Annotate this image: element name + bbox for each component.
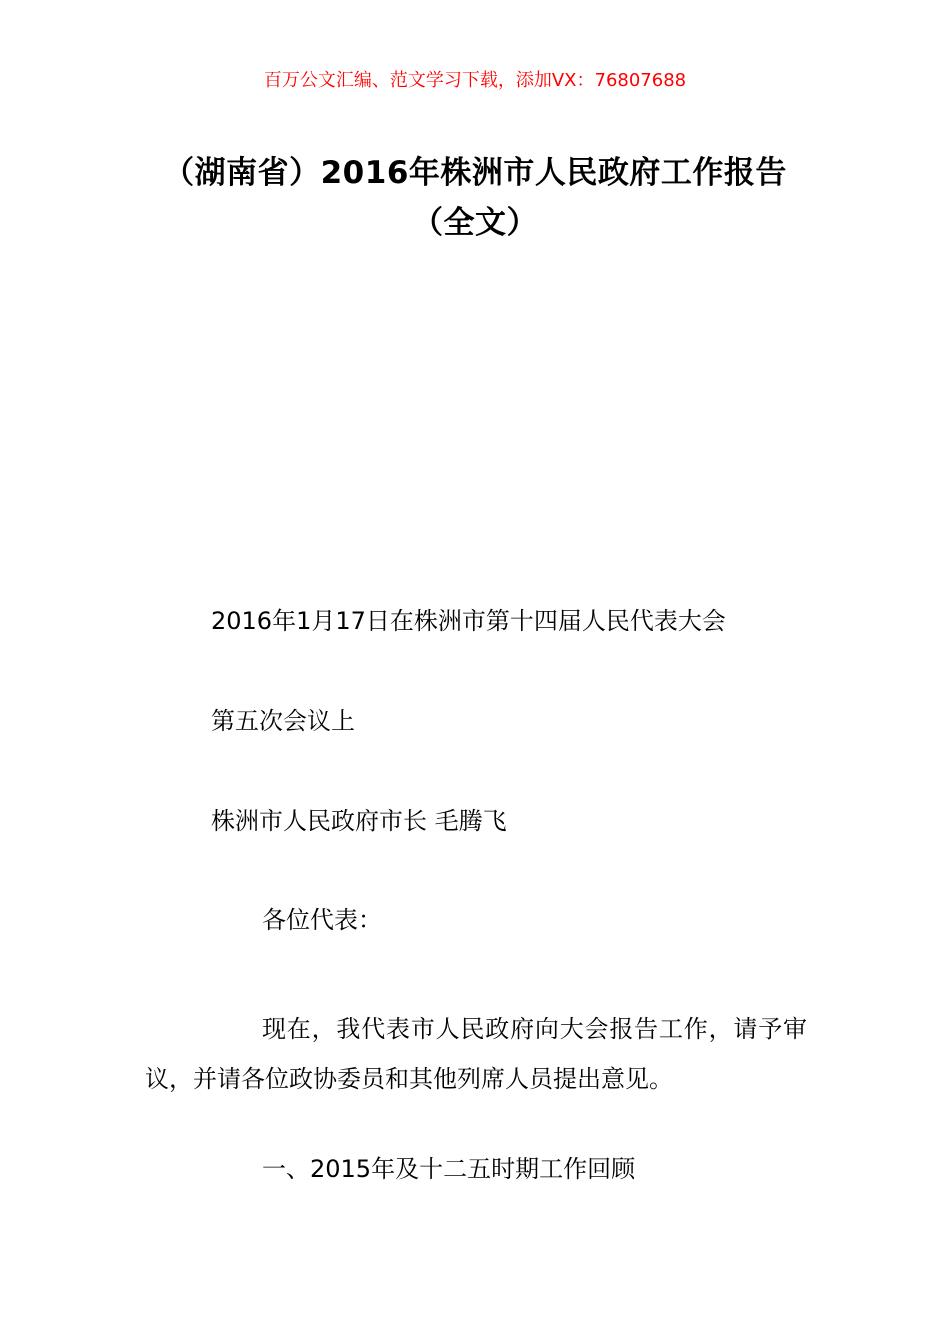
document-title: （湖南省）2016年株洲市人民政府工作报告（全文） — [163, 155, 787, 241]
header-promo-note: 百万公文汇编、范文学习下载，添加VX：76807688 — [263, 70, 687, 91]
speaker-line: 株洲市人民政府市长 毛腾飞 — [211, 807, 507, 835]
meeting-line: 2016年1月17日在株洲市第十四届人民代表大会 — [211, 607, 726, 635]
meeting-line-continued: 第五次会议上 — [211, 707, 355, 735]
opening-paragraph: 现在，我代表市人民政府向大会报告工作，请予审议，并请各位政协委员和其他列席人员提出意见。 — [145, 1015, 807, 1093]
section-heading: 一、2015年及十二五时期工作回顾 — [262, 1155, 636, 1183]
salutation: 各位代表： — [262, 906, 382, 934]
